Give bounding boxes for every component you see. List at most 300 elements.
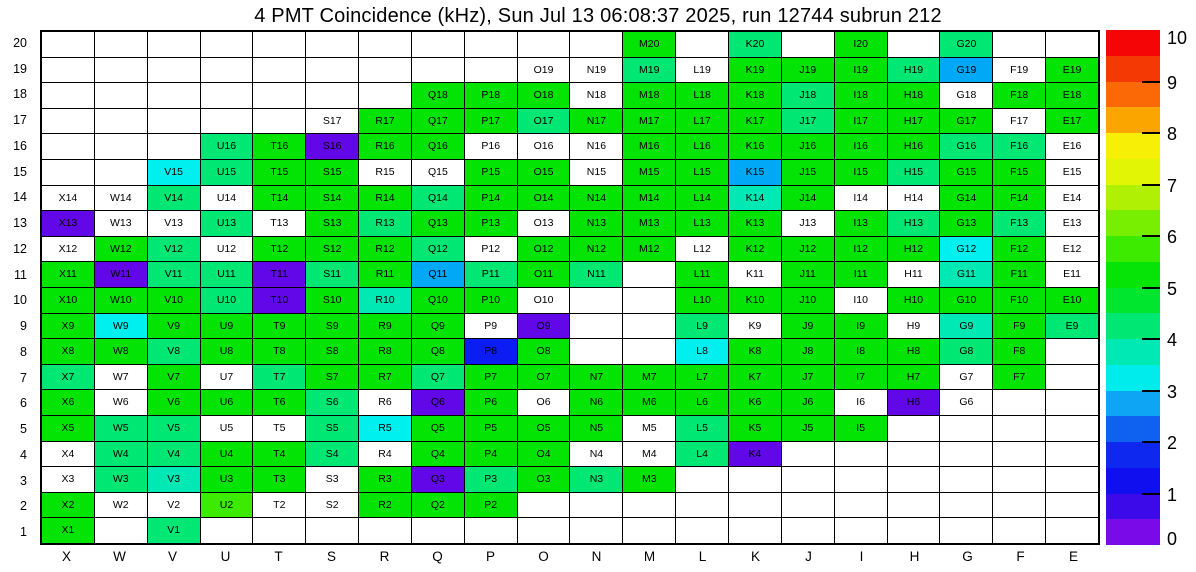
heatmap-cell: P10 — [465, 288, 517, 313]
heatmap-cell: F16 — [993, 134, 1045, 159]
heatmap-cell: N6 — [570, 390, 622, 415]
heatmap-cell: U5 — [201, 416, 253, 441]
heatmap-cell: H17 — [888, 109, 940, 134]
colorbar-segment — [1106, 210, 1160, 236]
heatmap-cell: V15 — [148, 160, 200, 185]
heatmap-cell: H16 — [888, 134, 940, 159]
heatmap-cell: E11 — [1046, 262, 1098, 287]
heatmap-cell: T12 — [253, 237, 305, 262]
heatmap-cell — [570, 493, 622, 518]
heatmap-cell: P18 — [465, 83, 517, 108]
y-axis-tick-label: 11 — [14, 267, 27, 282]
heatmap-cell: W3 — [95, 467, 147, 492]
heatmap-cell — [835, 442, 887, 467]
heatmap-cell: R4 — [359, 442, 411, 467]
heatmap-cell: H7 — [888, 365, 940, 390]
heatmap-cell — [148, 109, 200, 134]
heatmap-cell: U13 — [201, 211, 253, 236]
y-axis-tick-label: 16 — [13, 138, 27, 153]
heatmap-cell: H12 — [888, 237, 940, 262]
heatmap-cell: M4 — [623, 442, 675, 467]
heatmap-cell: S12 — [306, 237, 358, 262]
heatmap-cell: L15 — [676, 160, 728, 185]
x-axis-tick-label: R — [379, 549, 390, 564]
heatmap-cell: S9 — [306, 314, 358, 339]
heatmap-cell — [148, 134, 200, 159]
heatmap-cell: T7 — [253, 365, 305, 390]
heatmap-cell: I18 — [835, 83, 887, 108]
heatmap-cell: I10 — [835, 288, 887, 313]
heatmap-cell: U6 — [201, 390, 253, 415]
heatmap-cell: Q8 — [412, 339, 464, 364]
heatmap-cell: T11 — [253, 262, 305, 287]
heatmap-cell: R14 — [359, 186, 411, 211]
heatmap-cell — [940, 493, 992, 518]
x-axis-tick-label: W — [113, 549, 126, 564]
heatmap-cell: O19 — [518, 58, 570, 83]
colorbar-segment — [1106, 365, 1160, 391]
heatmap-cell: K9 — [729, 314, 781, 339]
x-axis-tick-label: F — [1016, 549, 1025, 564]
heatmap-cell: X3 — [42, 467, 94, 492]
x-axis-tick-label: U — [220, 549, 231, 564]
heatmap-cell: Q18 — [412, 83, 464, 108]
heatmap-cell: P9 — [465, 314, 517, 339]
heatmap-cell — [888, 416, 940, 441]
heatmap-cell — [359, 32, 411, 57]
heatmap-cell: R12 — [359, 237, 411, 262]
colorbar-segment — [1106, 236, 1160, 262]
heatmap-cell: Q15 — [412, 160, 464, 185]
heatmap-cell: P3 — [465, 467, 517, 492]
heatmap-cell — [253, 109, 305, 134]
colorbar-tick-label: 6 — [1167, 227, 1178, 247]
heatmap-cell — [993, 390, 1045, 415]
heatmap-cell: R3 — [359, 467, 411, 492]
heatmap-cell: T5 — [253, 416, 305, 441]
y-axis-tick-label: 13 — [13, 216, 27, 231]
heatmap-cell — [1046, 518, 1098, 543]
colorbar-tick — [1142, 81, 1160, 83]
x-axis-tick-label: P — [485, 549, 495, 564]
heatmap-cell — [993, 518, 1045, 543]
y-axis-labels — [0, 30, 34, 545]
x-axis-tick-label: X — [61, 549, 71, 564]
heatmap-cell: W11 — [95, 262, 147, 287]
heatmap-cell: L19 — [676, 58, 728, 83]
heatmap-cell: O10 — [518, 288, 570, 313]
heatmap-cell: R16 — [359, 134, 411, 159]
heatmap-cell: G9 — [940, 314, 992, 339]
colorbar-tick — [1142, 184, 1160, 186]
heatmap-cell: N13 — [570, 211, 622, 236]
heatmap-cell: H14 — [888, 186, 940, 211]
heatmap-cell: G17 — [940, 109, 992, 134]
x-axis-tick-label: V — [167, 549, 177, 564]
heatmap-cell: U4 — [201, 442, 253, 467]
heatmap-cell — [1046, 442, 1098, 467]
heatmap-cell: F15 — [993, 160, 1045, 185]
heatmap-cell: Q4 — [412, 442, 464, 467]
x-axis-tick-label: M — [643, 549, 656, 564]
heatmap-cell: W13 — [95, 211, 147, 236]
heatmap-cell — [95, 134, 147, 159]
heatmap-cell — [888, 32, 940, 57]
heatmap-cell: X11 — [42, 262, 94, 287]
heatmap-cell — [1046, 493, 1098, 518]
heatmap-cell — [940, 467, 992, 492]
heatmap-cell — [888, 493, 940, 518]
heatmap-cell — [888, 467, 940, 492]
heatmap-cell: S16 — [306, 134, 358, 159]
heatmap-cell: K6 — [729, 390, 781, 415]
heatmap-cell — [201, 83, 253, 108]
heatmap-cell: H6 — [888, 390, 940, 415]
heatmap-cell: S5 — [306, 416, 358, 441]
heatmap-cell — [465, 32, 517, 57]
heatmap-cell: O4 — [518, 442, 570, 467]
y-axis-tick-label: 12 — [13, 241, 27, 256]
y-axis-tick-label: 7 — [20, 370, 27, 385]
heatmap-cell: H18 — [888, 83, 940, 108]
heatmap-cell: T2 — [253, 493, 305, 518]
heatmap-cell — [95, 518, 147, 543]
colorbar-segment — [1106, 56, 1160, 82]
heatmap-cell: M18 — [623, 83, 675, 108]
heatmap-cell: W5 — [95, 416, 147, 441]
heatmap-cell: J14 — [782, 186, 834, 211]
heatmap-cell — [782, 442, 834, 467]
heatmap-cell: N14 — [570, 186, 622, 211]
heatmap-cell: K15 — [729, 160, 781, 185]
heatmap-cell: K13 — [729, 211, 781, 236]
colorbar-segment — [1106, 468, 1160, 494]
heatmap-cell: M7 — [623, 365, 675, 390]
colorbar-segment — [1106, 494, 1160, 520]
x-axis-tick-label: K — [750, 549, 760, 564]
heatmap-cell: O15 — [518, 160, 570, 185]
heatmap-cell: R17 — [359, 109, 411, 134]
heatmap-cell: W12 — [95, 237, 147, 262]
heatmap-cell: F14 — [993, 186, 1045, 211]
heatmap-cell: N17 — [570, 109, 622, 134]
x-axis-tick-label: Q — [432, 549, 443, 564]
colorbar-tick-label: 2 — [1167, 433, 1178, 453]
heatmap-cell — [253, 518, 305, 543]
heatmap-cell: H13 — [888, 211, 940, 236]
heatmap-cell: I19 — [835, 58, 887, 83]
heatmap-cell: M19 — [623, 58, 675, 83]
heatmap-cell: Q16 — [412, 134, 464, 159]
heatmap-cell: M5 — [623, 416, 675, 441]
heatmap-cell: L10 — [676, 288, 728, 313]
heatmap-cell: T15 — [253, 160, 305, 185]
heatmap-cell: X8 — [42, 339, 94, 364]
heatmap-cell: O8 — [518, 339, 570, 364]
heatmap-cell — [306, 58, 358, 83]
heatmap-cell: I7 — [835, 365, 887, 390]
heatmap-cell: R8 — [359, 339, 411, 364]
heatmap-cell: P12 — [465, 237, 517, 262]
heatmap-cell — [412, 32, 464, 57]
heatmap-cell: Q13 — [412, 211, 464, 236]
heatmap-cell — [623, 493, 675, 518]
colorbar-segment — [1106, 133, 1160, 159]
heatmap-cell: N18 — [570, 83, 622, 108]
heatmap-cell: N15 — [570, 160, 622, 185]
heatmap-cell: H11 — [888, 262, 940, 287]
heatmap-cell — [782, 493, 834, 518]
colorbar-segment — [1106, 288, 1160, 314]
heatmap-cell: G13 — [940, 211, 992, 236]
y-axis-tick-label: 17 — [13, 113, 27, 128]
heatmap-cell: L9 — [676, 314, 728, 339]
heatmap-cell: O14 — [518, 186, 570, 211]
heatmap-cell — [465, 518, 517, 543]
heatmap-cell — [306, 32, 358, 57]
heatmap-cell: T8 — [253, 339, 305, 364]
heatmap-cell: I8 — [835, 339, 887, 364]
colorbar-segment — [1106, 519, 1160, 545]
heatmap-cell: H10 — [888, 288, 940, 313]
heatmap-cell — [623, 339, 675, 364]
colorbar-segment — [1106, 185, 1160, 211]
heatmap-cell — [623, 288, 675, 313]
heatmap-cell: M16 — [623, 134, 675, 159]
heatmap-cell — [518, 493, 570, 518]
heatmap-cell: H15 — [888, 160, 940, 185]
heatmap-cell: G7 — [940, 365, 992, 390]
y-axis-tick-label: 8 — [20, 344, 27, 359]
y-axis-tick-label: 3 — [20, 473, 27, 488]
heatmap-cell: P17 — [465, 109, 517, 134]
heatmap-cell — [1046, 32, 1098, 57]
heatmap-cell: K11 — [729, 262, 781, 287]
heatmap-cell: R5 — [359, 416, 411, 441]
heatmap-cell: P11 — [465, 262, 517, 287]
heatmap-cell: K5 — [729, 416, 781, 441]
heatmap-cell: E10 — [1046, 288, 1098, 313]
heatmap-cell: J9 — [782, 314, 834, 339]
heatmap-cell: P15 — [465, 160, 517, 185]
heatmap-cell: S8 — [306, 339, 358, 364]
colorbar-tick — [1142, 441, 1160, 443]
heatmap-cell — [148, 58, 200, 83]
colorbar-segment — [1106, 391, 1160, 417]
heatmap-cell: P16 — [465, 134, 517, 159]
heatmap-cell — [623, 262, 675, 287]
heatmap-cell: F13 — [993, 211, 1045, 236]
heatmap-cell — [993, 442, 1045, 467]
heatmap-cell: T16 — [253, 134, 305, 159]
heatmap-cell: J12 — [782, 237, 834, 262]
heatmap-cell: V6 — [148, 390, 200, 415]
heatmap-cell: X7 — [42, 365, 94, 390]
heatmap-cell — [95, 160, 147, 185]
heatmap-cell: W8 — [95, 339, 147, 364]
colorbar-tick-label: 7 — [1167, 175, 1178, 196]
heatmap-cell: R10 — [359, 288, 411, 313]
heatmap-cell — [570, 518, 622, 543]
heatmap-cell: E17 — [1046, 109, 1098, 134]
heatmap-cell: O17 — [518, 109, 570, 134]
heatmap-cell: U11 — [201, 262, 253, 287]
heatmap-cell: L18 — [676, 83, 728, 108]
heatmap-cell: L16 — [676, 134, 728, 159]
heatmap-cell — [201, 32, 253, 57]
heatmap-cell — [1046, 416, 1098, 441]
heatmap-cell: O13 — [518, 211, 570, 236]
heatmap-cell: G16 — [940, 134, 992, 159]
heatmap-cell: I13 — [835, 211, 887, 236]
heatmap-cell: H9 — [888, 314, 940, 339]
heatmap-cell — [570, 339, 622, 364]
heatmap-cell: L7 — [676, 365, 728, 390]
heatmap-cell: J15 — [782, 160, 834, 185]
heatmap-cell: T10 — [253, 288, 305, 313]
heatmap-cell: V1 — [148, 518, 200, 543]
heatmap-cell: P2 — [465, 493, 517, 518]
heatmap-cell: F10 — [993, 288, 1045, 313]
heatmap-cell: U2 — [201, 493, 253, 518]
heatmap-cell — [729, 493, 781, 518]
heatmap-cell: V3 — [148, 467, 200, 492]
heatmap-cell: L12 — [676, 237, 728, 262]
heatmap-cell: P5 — [465, 416, 517, 441]
heatmap-cell: P13 — [465, 211, 517, 236]
heatmap-cell: N12 — [570, 237, 622, 262]
heatmap-cell: X12 — [42, 237, 94, 262]
y-axis-tick-label: 1 — [20, 525, 27, 540]
heatmap-cell: I5 — [835, 416, 887, 441]
colorbar-tick — [1142, 390, 1160, 392]
heatmap-cell: R13 — [359, 211, 411, 236]
colorbar-segment — [1106, 313, 1160, 339]
heatmap-cell — [993, 416, 1045, 441]
heatmap-cell: M14 — [623, 186, 675, 211]
colorbar-tick-label: 3 — [1167, 381, 1178, 402]
y-axis-tick-label: 9 — [20, 319, 27, 334]
heatmap-cell — [359, 518, 411, 543]
heatmap-cell: G14 — [940, 186, 992, 211]
heatmap-cell — [782, 467, 834, 492]
heatmap-cell: M6 — [623, 390, 675, 415]
heatmap-cell: V13 — [148, 211, 200, 236]
heatmap-cell — [465, 58, 517, 83]
heatmap-cell: S7 — [306, 365, 358, 390]
colorbar-tick-label: 1 — [1167, 484, 1178, 505]
colorbar-tick — [1142, 235, 1160, 237]
colorbar-segment — [1106, 442, 1160, 468]
heatmap-cell — [359, 83, 411, 108]
heatmap-cell: L8 — [676, 339, 728, 364]
heatmap-cell — [676, 493, 728, 518]
colorbar-segment — [1106, 416, 1160, 442]
heatmap-cell — [42, 58, 94, 83]
heatmap-cell: S17 — [306, 109, 358, 134]
heatmap-cell: G20 — [940, 32, 992, 57]
heatmap-cell: Q11 — [412, 262, 464, 287]
heatmap-cell: X5 — [42, 416, 94, 441]
heatmap-cell: F18 — [993, 83, 1045, 108]
heatmap-cell: T6 — [253, 390, 305, 415]
heatmap-cell: Q6 — [412, 390, 464, 415]
colorbar-tick — [1142, 287, 1160, 289]
colorbar-segment — [1106, 262, 1160, 288]
heatmap-cell: E16 — [1046, 134, 1098, 159]
heatmap-cell — [253, 83, 305, 108]
heatmap-cell: G6 — [940, 390, 992, 415]
heatmap-cell — [570, 32, 622, 57]
heatmap-cell: L17 — [676, 109, 728, 134]
heatmap-cell: Q12 — [412, 237, 464, 262]
heatmap-cell: O16 — [518, 134, 570, 159]
heatmap-cell — [888, 442, 940, 467]
heatmap-cell — [940, 416, 992, 441]
heatmap-cell: X9 — [42, 314, 94, 339]
heatmap-cell: J5 — [782, 416, 834, 441]
heatmap-cell: Q9 — [412, 314, 464, 339]
heatmap-cell: U3 — [201, 467, 253, 492]
heatmap-cell: J18 — [782, 83, 834, 108]
heatmap-cell: E12 — [1046, 237, 1098, 262]
heatmap-cell: N19 — [570, 58, 622, 83]
heatmap-cell — [42, 134, 94, 159]
heatmap-cell: W9 — [95, 314, 147, 339]
heatmap-cell: M15 — [623, 160, 675, 185]
heatmap-cell — [518, 518, 570, 543]
heatmap-cell: T13 — [253, 211, 305, 236]
colorbar-tick — [1142, 338, 1160, 340]
heatmap-cell: V10 — [148, 288, 200, 313]
heatmap-cell: Q5 — [412, 416, 464, 441]
heatmap-cell: V5 — [148, 416, 200, 441]
heatmap-cell — [1046, 390, 1098, 415]
heatmap-cell: J10 — [782, 288, 834, 313]
x-axis-tick-label: E — [1068, 549, 1078, 564]
heatmap-cell — [940, 442, 992, 467]
heatmap-cell: E14 — [1046, 186, 1098, 211]
x-axis-tick-label: G — [962, 549, 973, 564]
y-axis-tick-label: 4 — [20, 447, 27, 462]
heatmap-cell — [782, 518, 834, 543]
heatmap-cell: O12 — [518, 237, 570, 262]
heatmap-cell — [782, 32, 834, 57]
heatmap-cell: P4 — [465, 442, 517, 467]
heatmap-cell — [676, 32, 728, 57]
heatmap-cell: L4 — [676, 442, 728, 467]
x-axis-tick-label: T — [274, 549, 283, 564]
heatmap-cell: K12 — [729, 237, 781, 262]
heatmap-cell: K18 — [729, 83, 781, 108]
heatmap-cell: U15 — [201, 160, 253, 185]
heatmap-cell: O18 — [518, 83, 570, 108]
x-axis-tick-label: H — [909, 549, 920, 564]
heatmap-cell: J7 — [782, 365, 834, 390]
heatmap-cell: R15 — [359, 160, 411, 185]
heatmap-cell: G11 — [940, 262, 992, 287]
heatmap-cell: I15 — [835, 160, 887, 185]
x-axis-tick-label: N — [591, 549, 602, 564]
heatmap-cell: R6 — [359, 390, 411, 415]
heatmap-cell: F19 — [993, 58, 1045, 83]
heatmap-cell: N7 — [570, 365, 622, 390]
heatmap-cell: S6 — [306, 390, 358, 415]
heatmap-cell: L6 — [676, 390, 728, 415]
heatmap-cell: M3 — [623, 467, 675, 492]
heatmap-cell: Q14 — [412, 186, 464, 211]
x-axis-tick-label: L — [698, 549, 707, 564]
